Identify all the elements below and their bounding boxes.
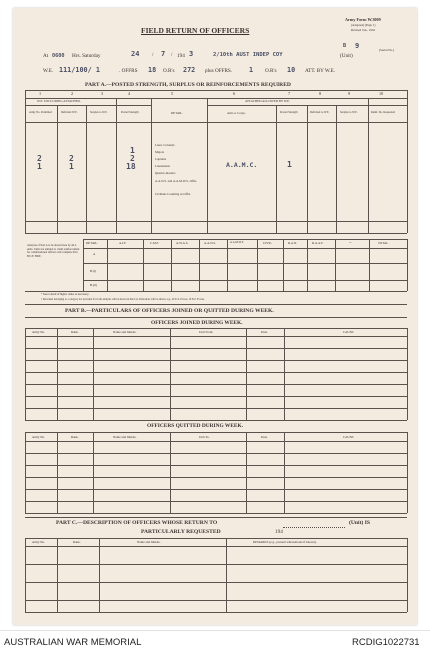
analysis-note: Analysis of Part A to be shown here by ALL units. Units not entitled to claim reinforcement for commissioned officers will complete Part B/C/E FIRE. xyxy=(27,244,80,258)
part-c-row-1 xyxy=(25,564,407,565)
joined-v4 xyxy=(246,328,247,420)
plus-offrs-value: 1 xyxy=(249,66,254,74)
note-category: † Personnel belonging to a category not provided for in the analysis will be shown in this Col. Particulars will be shown, e.g., 20 U.S. Forces, 10 N.Z. Forces. xyxy=(41,298,205,301)
part-a-v0 xyxy=(25,90,26,233)
col-num-5: 5 xyxy=(171,91,174,96)
analysis-v9 xyxy=(335,239,336,291)
date-month: 7 xyxy=(161,50,166,58)
joined-v3 xyxy=(170,328,171,420)
form-adapted: (Adapted) (Page 1) xyxy=(351,23,376,27)
analysis-rule-5 xyxy=(25,291,407,292)
analysis-v5 xyxy=(227,239,228,291)
joined-v2 xyxy=(93,328,94,420)
part-a-v4 xyxy=(151,98,152,233)
part-c-col-name: Name and Initials. xyxy=(137,540,161,544)
plus-or-label: O.R's xyxy=(265,68,277,74)
attached-allowed-heading: ATTACHED ALLOWED BY W.E. xyxy=(245,99,291,103)
analysis-v1 xyxy=(107,239,108,291)
c4-lieutenants: 18 xyxy=(126,162,136,171)
rank-captains: Captains xyxy=(155,157,167,161)
part-a-title: PART A.—POSTED STRENGTH, SURPLUS OR REINFORCEMENTS REQUIRED xyxy=(85,82,291,88)
joined-row-3 xyxy=(25,372,407,373)
quitted-col-name: Name and Initials. xyxy=(113,435,137,439)
quitted-v4 xyxy=(246,432,247,513)
year-prefix: 194 xyxy=(177,53,185,59)
analysis-col-awas: A.W.A.S. xyxy=(176,241,189,245)
form-page xyxy=(13,8,417,625)
joined-row-1 xyxy=(25,348,407,349)
analysis-row-a: A xyxy=(93,252,96,256)
detail-heading: DETAIL. xyxy=(171,111,184,115)
analysis-row-b2: B.(ii) xyxy=(90,283,97,287)
part-c-unit-is: (Unit) IS xyxy=(349,520,370,526)
we-value: 111/100/ 1 xyxy=(59,66,100,74)
date-slash-2: / xyxy=(171,52,173,58)
part-c-title-1: PART C.—DESCRIPTION OF OFFICERS WHOSE RETURN TO xyxy=(56,520,218,526)
c1-captains: 2 xyxy=(37,154,42,163)
part-a-rule-total xyxy=(25,233,407,234)
part-a-end-rule xyxy=(25,304,407,305)
rank-aans: A.A.N.S. and A.A.M.W.S. Offrs. xyxy=(155,179,198,183)
analysis-rule-4 xyxy=(83,280,407,281)
part-a-v10 xyxy=(407,90,408,233)
part-a-v7 xyxy=(307,105,308,233)
analysis-v10 xyxy=(369,239,370,291)
analysis-col-cmf: C.M.F. xyxy=(150,241,159,245)
part-c-rule-top xyxy=(25,517,407,518)
joined-col-cause: CAUSE. xyxy=(343,330,355,334)
we-label: W.E. xyxy=(43,68,54,74)
part-c-v2 xyxy=(99,538,100,612)
analysis-col-civil: CIVIL. xyxy=(263,241,273,245)
part-a-v8 xyxy=(336,105,337,233)
col-num-4: 4 xyxy=(128,91,131,96)
quitted-row-5 xyxy=(25,501,407,502)
form-title: FIELD RETURN OF OFFICERS xyxy=(141,26,250,35)
col-num-9: 9 xyxy=(348,91,351,96)
analysis-rule-3 xyxy=(83,263,407,264)
note-higher-ranks: * Insert detail of higher ranks as necessary. xyxy=(41,293,90,296)
part-b-title: PART B.—PARTICULARS OF OFFICERS JOINED OR QUITTED DURING WEEK. xyxy=(65,308,274,314)
joined-col-rank: Rank. xyxy=(71,330,79,334)
quitted-row-2 xyxy=(25,465,407,466)
analysis-col-detail: DETAIL. xyxy=(86,241,99,245)
quitted-col-date: Date. xyxy=(261,435,268,439)
part-c-v0 xyxy=(25,538,26,612)
part-a-rule-subhead xyxy=(25,105,151,106)
joined-row-2 xyxy=(25,360,407,361)
joined-v5 xyxy=(284,328,285,420)
part-c-col-remarks: REMARKS (e.g., present whereabouts if known). xyxy=(253,540,317,544)
part-c-col-army-no: Army No. xyxy=(32,540,45,544)
part-a-rule-heads xyxy=(25,122,407,123)
c2-captains: 2 xyxy=(69,154,74,163)
joined-row-4 xyxy=(25,384,407,385)
footer-institution: AUSTRALIAN WAR MEMORIAL xyxy=(4,637,142,648)
part-c-rule-cols xyxy=(25,546,407,547)
quitted-v0 xyxy=(25,432,26,513)
part-c-v3 xyxy=(226,538,227,612)
col-head-surplus: Surplus to W.E. xyxy=(90,111,108,114)
or-value: 272 xyxy=(183,66,196,74)
date-day: 24 xyxy=(131,50,140,58)
quitted-v5 xyxy=(284,432,285,513)
rank-lieutenants: Lieutenants xyxy=(155,164,170,168)
joined-v1 xyxy=(57,328,58,420)
part-a-rule-top xyxy=(25,90,407,91)
col-num-10: 10 xyxy=(379,91,384,96)
col-num-8: 8 xyxy=(319,91,322,96)
col-head-arm-corps: Arm or Corps. xyxy=(227,111,246,115)
corps-value: A.A.M.C. xyxy=(226,161,258,169)
serial-number: 9 xyxy=(355,42,360,50)
year-suffix: 3 xyxy=(189,50,194,58)
col-num-7: 7 xyxy=(288,91,291,96)
c7-value: 1 xyxy=(287,160,292,169)
footer-record-id: RCDIG1022731 xyxy=(352,637,420,648)
c2-lieutenants: 1 xyxy=(69,162,74,171)
joined-rule-head xyxy=(25,328,407,329)
part-c-title-2: PARTICULARLY REQUESTED xyxy=(141,529,221,535)
quitted-row-4 xyxy=(25,489,407,490)
at-label: At xyxy=(43,53,49,59)
quitted-col-rank: Rank. xyxy=(71,435,79,439)
c4-majors: 1 xyxy=(130,146,135,155)
col-num-3: 3 xyxy=(101,91,104,96)
unit-label: (Unit) xyxy=(340,53,353,59)
part-c-rule-head xyxy=(25,538,407,539)
quitted-row-end xyxy=(25,513,407,514)
quitted-row-3 xyxy=(25,477,407,478)
joined-row-6 xyxy=(25,408,407,409)
joined-col-unit: Unit From. xyxy=(199,330,214,334)
analysis-col-aamws: A.A.M.W.S. xyxy=(230,241,244,244)
rank-quartermasters: Quarter-masters xyxy=(155,171,176,175)
col-head-army-no: Army No. Permitted xyxy=(29,111,52,114)
quitted-v6 xyxy=(407,432,408,513)
quitted-v1 xyxy=(57,432,58,513)
quitted-title: OFFICERS QUITTED DURING WEEK. xyxy=(147,423,244,429)
part-c-row-3 xyxy=(25,600,407,601)
analysis-col-ran: R.A.N. xyxy=(288,241,298,245)
form-revised: Revised Jan., 1942 xyxy=(351,28,376,32)
col-head-posted-att: Posted Strength xyxy=(280,111,298,114)
analysis-v3 xyxy=(171,239,172,291)
quitted-v3 xyxy=(170,432,171,513)
form-number: Army Form W.3009 xyxy=(345,17,381,22)
rank-majors: Majors xyxy=(155,150,165,154)
quitted-v2 xyxy=(93,432,94,513)
joined-col-date: Date. xyxy=(261,330,268,334)
analysis-rule-1 xyxy=(83,239,407,240)
analysis-col-raaf: R.A.A.F. xyxy=(312,241,324,245)
serial-b: B xyxy=(343,43,347,49)
quitted-col-army-no: Army No. xyxy=(32,435,45,439)
part-c-unit-blank xyxy=(283,527,345,528)
analysis-col-aif: A.I.F. xyxy=(119,241,127,245)
col-num-2: 2 xyxy=(71,91,74,96)
part-a-v1 xyxy=(57,105,58,233)
analysis-v2 xyxy=(143,239,144,291)
att-label: ATT. BY W.E. xyxy=(305,68,336,74)
or-label: O.R's xyxy=(163,68,175,74)
serial-label: (Serial No.) xyxy=(379,48,395,52)
at-time: 0600 xyxy=(52,53,65,59)
analysis-v0 xyxy=(83,239,84,291)
rank-civilians: Civilians Counting as Offrs. xyxy=(155,192,191,196)
col-num-6: 6 xyxy=(233,91,236,96)
analysis-v6 xyxy=(257,239,258,291)
offrs-value: 18 xyxy=(148,66,157,74)
quitted-row-1 xyxy=(25,453,407,454)
date-slash-1: / xyxy=(152,52,154,58)
joined-row-5 xyxy=(25,396,407,397)
analysis-v11 xyxy=(407,239,408,291)
we-excluding-heading: W.E. EXCLUDING ATTACHED. xyxy=(37,99,81,103)
joined-col-name: Name and Initials. xyxy=(113,330,137,334)
part-a-v2 xyxy=(86,105,87,233)
col-head-posted: Posted Strength xyxy=(121,111,139,114)
hrs-day-label: Hrs. Saturday xyxy=(72,53,101,59)
analysis-col-total: TOTAL. xyxy=(378,241,389,245)
offrs-label: . OFFRS xyxy=(119,68,138,74)
part-c-row-2 xyxy=(25,582,407,583)
analysis-v7 xyxy=(283,239,284,291)
part-a-rule-bottom xyxy=(25,221,407,222)
part-c-year: 194 xyxy=(275,529,283,535)
archive-footer xyxy=(0,630,430,654)
part-c-col-rank: Rank. xyxy=(73,540,81,544)
part-b-rule-1 xyxy=(25,317,407,318)
plus-offrs-label: plus OFFRS. xyxy=(205,68,233,74)
part-a-rule-nums xyxy=(25,98,407,99)
c4-captains: 2 xyxy=(130,154,135,163)
analysis-v4 xyxy=(199,239,200,291)
joined-title: OFFICERS JOINED DURING WEEK. xyxy=(151,320,243,326)
col-head-surplus-att: Surplus to W.E. xyxy=(340,111,358,114)
col-num-1: 1 xyxy=(39,91,42,96)
quitted-rule-cols xyxy=(25,441,407,442)
analysis-v8 xyxy=(307,239,308,291)
joined-v0 xyxy=(25,328,26,420)
quitted-col-unit: Unit To. xyxy=(199,435,210,439)
col-head-reinf: Reinf. No. Requested xyxy=(371,111,396,114)
part-a-v5 xyxy=(207,98,208,233)
quitted-col-cause: CAUSE. xyxy=(343,435,355,439)
col-head-deficient-att: Deficient to W.E. xyxy=(310,111,330,114)
part-c-v1 xyxy=(57,538,58,612)
part-a-v6 xyxy=(276,105,277,233)
c1-lieutenants: 1 xyxy=(37,162,42,171)
joined-rule-cols xyxy=(25,336,407,337)
part-c-row-end xyxy=(25,612,407,613)
plus-or-value: 10 xyxy=(287,66,296,74)
part-a-v9 xyxy=(368,98,369,233)
joined-row-end xyxy=(25,420,407,421)
joined-col-army-no: Army No. xyxy=(32,330,45,334)
quitted-rule-head xyxy=(25,432,407,433)
part-a-v3 xyxy=(116,98,117,233)
analysis-col-other: "" xyxy=(349,241,352,245)
rank-lt-colonels: Lieut. Colonels xyxy=(155,143,175,147)
col-head-deficient: Deficient W.E. xyxy=(61,111,78,114)
analysis-col-aans: A.A.N.S. xyxy=(204,241,216,245)
joined-v6 xyxy=(407,328,408,420)
part-c-v4 xyxy=(407,538,408,612)
analysis-rule-2 xyxy=(83,248,407,249)
analysis-row-b1: B.(i) xyxy=(90,269,96,273)
unit-value: 2/10th AUST INDEP COY xyxy=(213,52,283,58)
